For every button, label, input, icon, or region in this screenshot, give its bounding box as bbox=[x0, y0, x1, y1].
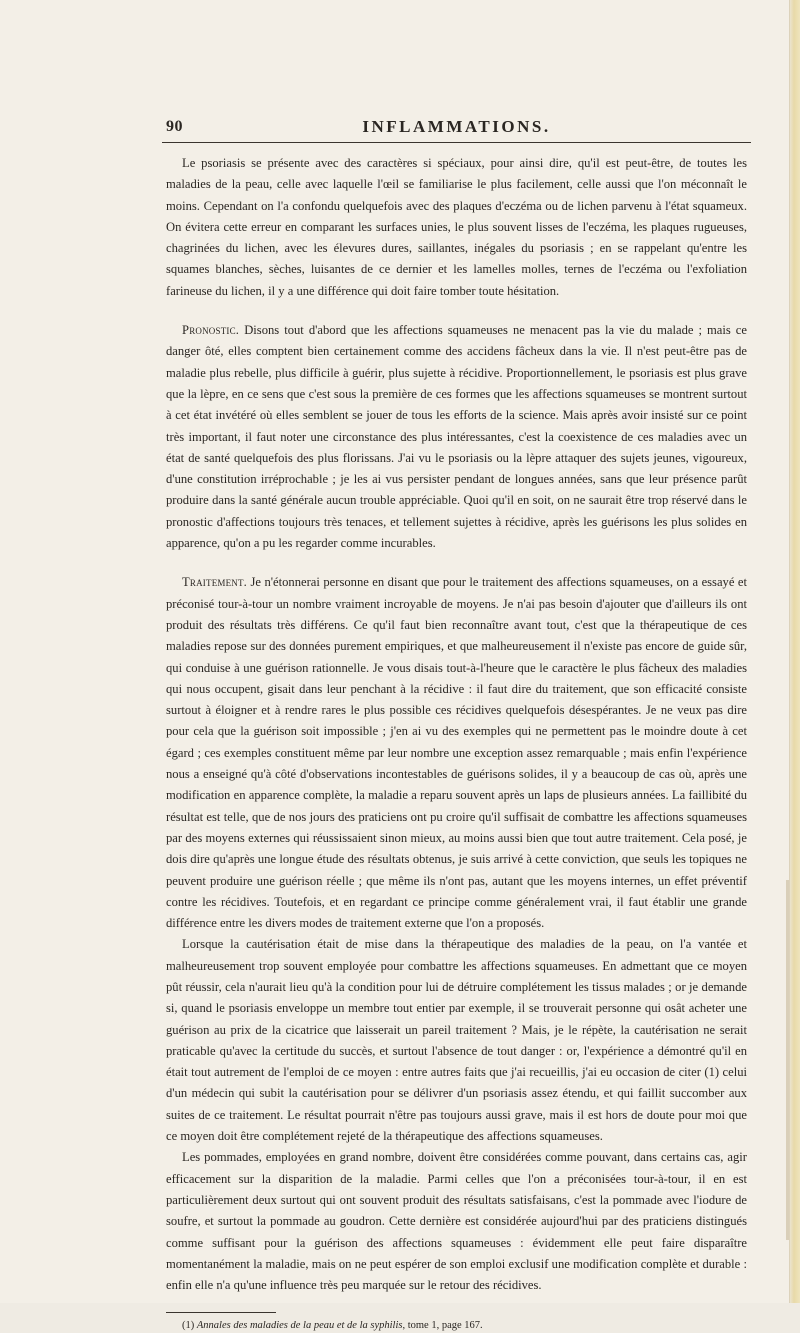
paragraph-text: Lorsque la cautérisation était de mise dans la thérapeutique des maladies de la peau, on l'a vantée et malheureusement trop souvent employée pour combattre les affections squameuses. En admettant que ce moyen pût réussir, cela n'aurait lieu qu'à la condition pour lui de détruire complétement les tissus malades ; or je demande si, quand le psoriasis enveloppe un membre tout entier par exemple, il se trouverait personne qui osât acheter une guérison au prix de la cicatrice que laisserait un pareil traitement ? Mais, je le répète, la cautérisation ne serait praticable qu'avec la certitude du succès, et surtout l'absence de tout danger : or, l'expérience a démontré qu'il en était tout autrement de l'emploi de ce moyen : entre autres faits que j'ai recueillis, j'ai eu occasion de citer (1) celui d'un médecin qui subit la cautérisation pour se délivrer d'un psoriasis assez étendu, et qui faillit succomber aux suites de ce traitement. Le résultat pourrait n'être pas toujours aussi grave, mais il est hors de doute pour moi que ce moyen doit être complétement rejeté de la thérapeutique des affections squameuses. bbox=[166, 937, 747, 1144]
footnote-mark: (1) bbox=[182, 1320, 195, 1332]
page-content bbox=[166, 114, 747, 1333]
running-header bbox=[162, 114, 751, 143]
running-title: INFLAMMATIONS. bbox=[362, 117, 551, 136]
paragraph-cauterisation bbox=[166, 934, 747, 1147]
body-text bbox=[166, 153, 747, 1296]
paragraph-text: Je n'étonnerai personne en disant que pour le traitement des affections squameuses, on a essayé et préconisé tour-à-tour un nombre vraiment incroyable de moyens. Je n'ai pas besoin d'ajouter que d'ailleurs ils ont produit des résultats très différens. Ce qu'il faut bien reconnaître avant tout, c'est que la thérapeutique de ces maladies repose sur des données purement empiriques, et que malheureusement il n'existe pas encore de guide sûr, qui conduise à une guérison rationnelle. Je vous disais tout-à-l'heure que le caractère le plus fâcheux des maladies qui nous occupent, gisait dans leur penchant à la récidive : il faut dire du traitement, que son efficacité consiste surtout à éloigner et à rendre rares le plus possible ces récidives quelquefois désespérantes. Je ne veux pas dire pour cela que la guérison soit impossible ; j'en ai vu des exemples qui ne permettent pas le moindre doute à cet égard ; ces exemples constituent même par leur nombre une exception assez remarquable ; mais enfin l'expérience nous a enseigné qu'à côté d'observations incontestables de guérisons solides, il y a beaucoup de cas où, après une modification en apparence complète, la maladie a reparu souvent après un laps de plusieurs années. La faillibité du résultat est telle, que de nos jours des praticiens ont pu croire qu'il suffisait de combattre les affections squameuses par des moyens externes qui réussissaient sinon mieux, au moins aussi bien que tout autre traitement. Cela posé, je dois dire qu'après une longue étude des résultats obtenus, je suis arrivé à cette conviction, que seuls les topiques ne peuvent produire une guérison réelle ; que même ils n'ont pas, autant que les moyens internes, un effet préventif contre les récidives. Toutefois, et en regardant ce principe comme généralement vrai, il faut établir une grande différence entre les divers modes de traitement externe que l'on a proposés. bbox=[166, 575, 747, 931]
paragraph-diagnosis bbox=[166, 153, 747, 302]
footnote-source: Annales des maladies de la peau et de la syphilis bbox=[196, 1320, 403, 1332]
paragraph-traitement bbox=[166, 572, 747, 934]
paragraph-text: Le psoriasis se présente avec des caractères si spéciaux, pour ainsi dire, qu'il est peut-être, de toutes les maladies de la peau, celle avec laquelle l'œil se familiarise le plus facilement, celle aussi que l'on méconnaît le moins. Cependant on l'a confondu quelquefois avec des plaques d'eczéma ou de lichen parvenu à l'état squameux. On évitera cette erreur en comparant les surfaces unies, le plus souvent lisses de l'eczéma, les plaques rugueuses, chagrinées du lichen, avec les élevures dures, saillantes, inégales du psoriasis ; en se rappelant qu'entre les squames blanches, sèches, luisantes de ce dernier et les lamelles molles, ternes de l'eczéma ou l'exfoliation farineuse du lichen, il y a une différence qui doit faire tomber toute hésitation. bbox=[166, 156, 747, 298]
page-number: 90 bbox=[166, 118, 183, 135]
paragraph-text: Les pommades, employées en grand nombre, doivent être considérées comme pouvant, dans certains cas, agir efficacement sur la disparition de la maladie. Parmi celles que l'on a préconisées tour-à-tour, il en est particulièrement deux surtout qui ont souvent produit des résultats satisfaisans, c'est la pommade avec l'iodure de soufre, et surtout la pommade au goudron. Cette dernière est considérée aujourd'hui par des praticiens distingués comme suffisant pour la guérison des affections squameuses : évidemment elle peut faire disparaître momentanément la maladie, mais on ne peut espérer de son emploi exclusif une modification complète et durable : enfin elle n'a qu'une influence très peu marquée sur le retour des récidives. bbox=[166, 1150, 747, 1293]
footnote-rest: , tome 1, page 167. bbox=[402, 1320, 483, 1332]
section-lead-traitement: Traitement. bbox=[182, 575, 248, 590]
footnote-rule bbox=[166, 1312, 276, 1313]
paragraph-pommades bbox=[166, 1147, 747, 1296]
page-edge bbox=[789, 0, 800, 1303]
footnote bbox=[166, 1319, 747, 1333]
section-lead-pronostic: Pronostic. bbox=[182, 323, 240, 338]
paragraph-pronostic bbox=[166, 320, 747, 554]
paragraph-text: Disons tout d'abord que les affections squameuses ne menacent pas la vie du malade ; mais ce danger ôté, elles comptent bien certainement comme des accidens fâcheux dans la vie. Il n'est peut-être pas de maladie plus rebelle, plus difficile à guérir, plus sujette à récidive. Proportionnellement, le psoriasis est plus grave que la lèpre, en ce sens que c'est sous la première de ces formes que les affections squameuses se montrent surtout à cet état invétéré où elles semblent se jouer de tous les efforts de la science. Mais après avoir insisté sur ce point très important, il faut noter une circonstance des plus intéressantes, c'est la coexistence de ces maladies avec un état de santé quelquefois des plus florissans. J'ai vu le psoriasis ou la lèpre attaquer des sujets jeunes, vigoureux, d'une constitution irréprochable ; je les ai vus persister pendant de longues années, sans que leur présence parût produire dans la santé générale aucun trouble appréciable. Quoi qu'il en soit, on ne saurait être trop réservé dans le pronostic d'affections toujours très tenaces, et tellement sujettes à récidive, après les guérisons les plus solides en apparence, qu'on a pu les regarder comme incurables. bbox=[166, 323, 747, 551]
